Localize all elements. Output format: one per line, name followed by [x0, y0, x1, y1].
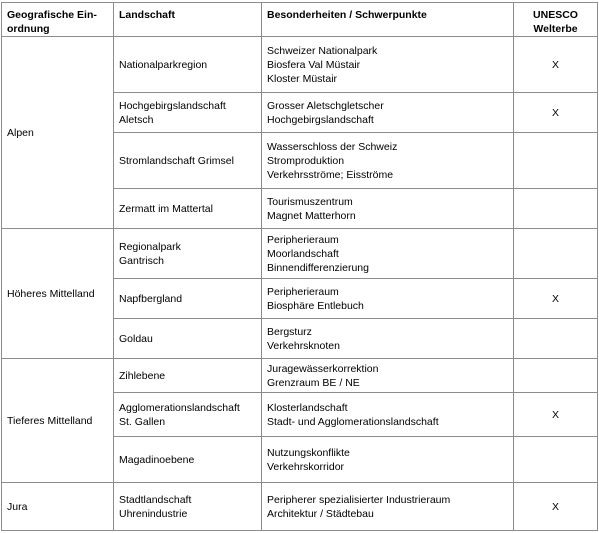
landscape-line: Uhrenindustrie [119, 507, 188, 520]
landscape-line: Stadtlandschaft [119, 493, 192, 506]
landscape-cell [114, 437, 262, 483]
landscape-line: Napfbergland [119, 292, 183, 305]
landscape-line: Goldau [119, 332, 153, 345]
landscape-line: Aletsch [119, 113, 154, 126]
landscape-cell [114, 319, 262, 359]
feature-line: Nutzungskonflikte [267, 446, 350, 459]
region-cell: Alpen [2, 37, 114, 229]
features-cell [262, 359, 514, 393]
landscape-cell [114, 229, 262, 279]
landscape-line: Agglomerationslandschaft [119, 401, 240, 414]
header-row [2, 3, 598, 37]
landscape-line: Magadinoebene [119, 453, 195, 466]
features-cell [262, 37, 514, 93]
unesco-cell: X [514, 393, 598, 437]
feature-line: Peripherieraum [267, 285, 339, 298]
region-cell: Jura [2, 483, 114, 531]
feature-line: Bergsturz [267, 325, 312, 338]
feature-line: Magnet Matterhorn [267, 209, 356, 222]
landscape-cell [114, 393, 262, 437]
feature-line: Grosser Aletschgletscher [267, 99, 384, 112]
header-landscape: Landschaft [114, 3, 262, 37]
feature-line: Schweizer Nationalpark [267, 44, 378, 57]
features-cell [262, 133, 514, 189]
feature-line: Binnendifferenzierung [267, 261, 369, 274]
feature-line: Biosphäre Entlebuch [267, 299, 364, 312]
landscape-cell [114, 37, 262, 93]
table-row [2, 483, 598, 531]
header-unesco [514, 3, 598, 37]
features-cell [262, 393, 514, 437]
unesco-cell: X [514, 37, 598, 93]
region-cell: Tieferes Mittelland [2, 359, 114, 483]
feature-line: Architektur / Städtebau [267, 507, 374, 520]
feature-line: Verkehrsknoten [267, 339, 340, 352]
landscape-line: Zihlebene [119, 369, 166, 382]
features-cell [262, 319, 514, 359]
feature-line: Klosterlandschaft [267, 401, 348, 414]
header-region-line: ordnung [7, 23, 50, 35]
header-features: Besonderheiten / Schwerpunkte [262, 3, 514, 37]
feature-line: Tourismuszentrum [267, 195, 353, 208]
feature-line: Stadt- und Agglomerationslandschaft [267, 415, 439, 428]
landscape-cell [114, 93, 262, 133]
table-row [2, 37, 598, 93]
feature-line: Peripherieraum [267, 233, 339, 246]
landscape-line: Gantrisch [119, 254, 164, 267]
landscape-line: St. Gallen [119, 415, 166, 428]
landscape-cell [114, 279, 262, 319]
table-body [2, 37, 598, 531]
features-cell [262, 483, 514, 531]
features-cell [262, 229, 514, 279]
features-cell [262, 279, 514, 319]
feature-line: Stromproduktion [267, 154, 345, 167]
landscape-cell [114, 359, 262, 393]
header-unesco-line: Welterbe [533, 23, 578, 35]
feature-line: Peripherer spezialisierter Industrieraum [267, 493, 451, 506]
region-cell: Höheres Mittelland [2, 229, 114, 359]
unesco-cell: X [514, 483, 598, 531]
features-cell [262, 93, 514, 133]
landscape-line: Stromlandschaft Grimsel [119, 154, 234, 167]
feature-line: Biosfera Val Müstair [267, 58, 361, 71]
unesco-cell [514, 437, 598, 483]
feature-line: Kloster Müstair [267, 72, 338, 85]
unesco-cell: X [514, 279, 598, 319]
unesco-cell [514, 359, 598, 393]
table-row [2, 359, 598, 393]
header-region [2, 3, 114, 37]
landscape-table [1, 2, 598, 531]
landscape-line: Regionalpark [119, 240, 181, 253]
landscape-line: Zermatt im Mattertal [119, 202, 213, 215]
landscape-cell [114, 189, 262, 229]
feature-line: Moorlandschaft [267, 247, 339, 260]
feature-line: Verkehrskorridor [267, 460, 345, 473]
unesco-cell [514, 229, 598, 279]
unesco-cell [514, 189, 598, 229]
unesco-cell [514, 319, 598, 359]
landscape-line: Nationalparkregion [119, 58, 208, 71]
landscape-cell [114, 483, 262, 531]
table-row [2, 229, 598, 279]
feature-line: Verkehrsströme; Eisströme [267, 168, 394, 181]
landscape-cell [114, 133, 262, 189]
features-cell [262, 437, 514, 483]
feature-line: Grenzraum BE / NE [267, 376, 360, 389]
feature-line: Juragewässerkorrektion [267, 362, 379, 375]
features-cell [262, 189, 514, 229]
unesco-cell: X [514, 93, 598, 133]
header-region-line: Geografische Ein- [7, 9, 97, 21]
feature-line: Hochgebirgslandschaft [267, 113, 374, 126]
landscape-line: Hochgebirgslandschaft [119, 99, 226, 112]
header-unesco-line: UNESCO [533, 9, 578, 21]
unesco-cell [514, 133, 598, 189]
feature-line: Wasserschloss der Schweiz [267, 140, 398, 153]
